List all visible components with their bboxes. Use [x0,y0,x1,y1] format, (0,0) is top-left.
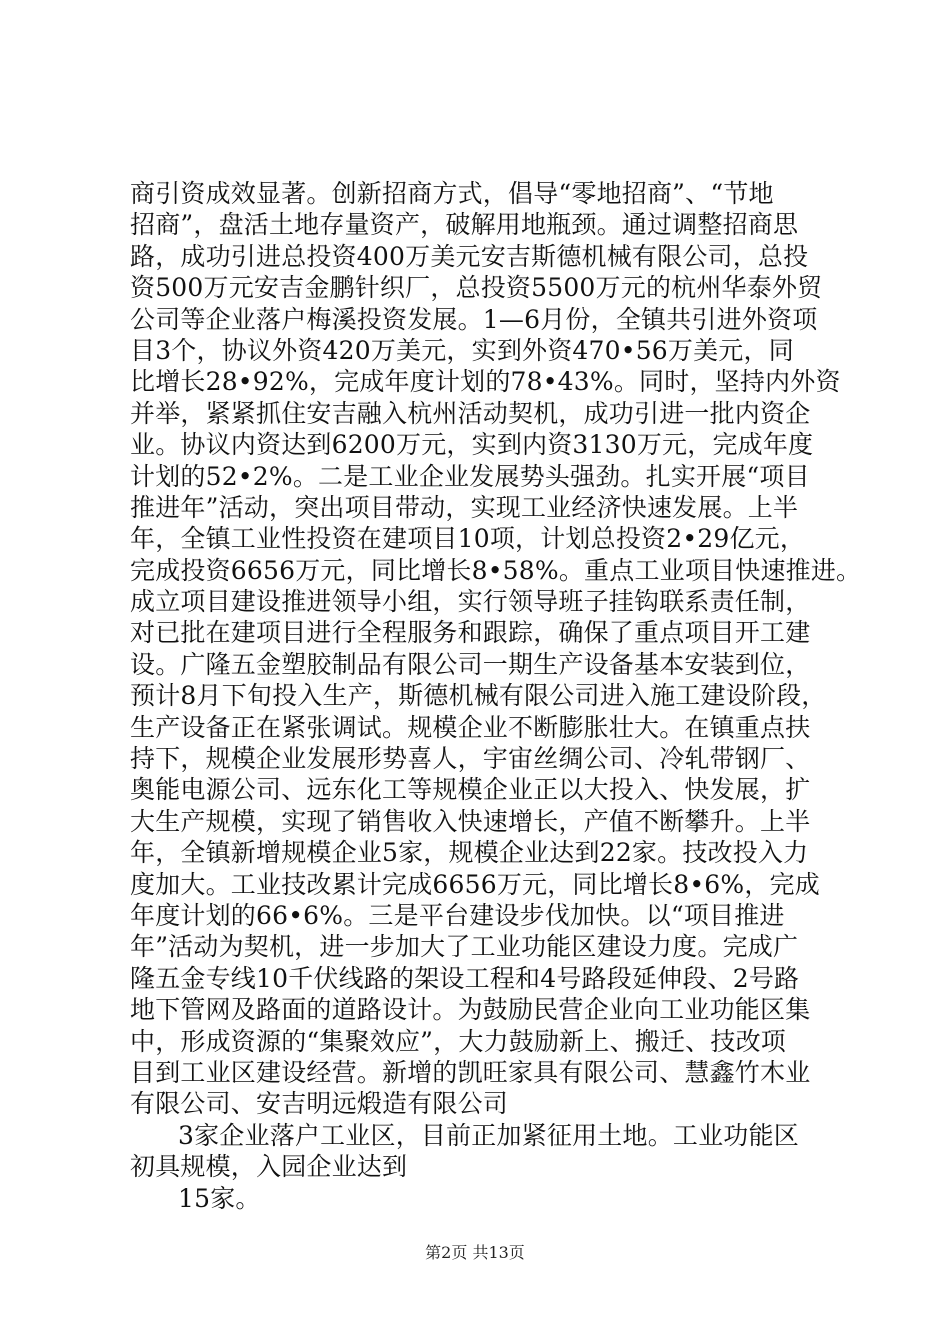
text-line: 资500万元安吉金鹏针织厂，总投资5500万元的杭州华泰外贸 [130,273,823,303]
text-line: 中，形成资源的“集聚效应”，大力鼓励新上、搬迁、技改项 [130,1026,786,1056]
text-line: 成立项目建设推进领导小组，实行领导班子挂钩联系责任制， [130,587,811,617]
text-line: 对已批在建项目进行全程服务和跟踪，确保了重点项目开工建 [130,618,811,648]
text-line: 年”活动为契机，进一步加大了工业功能区建设力度。完成广 [130,932,799,962]
text-line: 度加大。工业技改累计完成6656万元，同比增长8•6%，完成 [130,869,820,899]
text-line: 奥能电源公司、远东化工等规模企业正以大投入、快发展，扩 [130,775,811,805]
text-line: 年，全镇工业性投资在建项目10项，计划总投资2•29亿元， [130,524,806,554]
text-line: 持下，规模企业发展形势喜人，宇宙丝绸公司、冷轧带钢厂、 [130,744,811,774]
body-text [130,178,862,1214]
text-line: 商引资成效显著。创新招商方式，倡导“零地招商”、“节地 [130,179,774,208]
text-line: 推进年”活动，突出项目带动，实现工业经济快速发展。上半 [130,492,799,522]
text-line-indented: 3家企业落户工业区，目前正加紧征用土地。工业功能区 [178,1120,799,1150]
text-line: 并举，紧紧抓住安吉融入杭州活动契机，成功引进一批内资企 [130,398,811,428]
text-line: 年，全镇新增规模企业5家，规模企业达到22家。技改投入力 [130,838,809,868]
text-line: 招商”，盘活土地存量资产，破解用地瓶颈。通过调整招商思 [130,210,799,240]
text-line-indented: 15家。 [178,1183,261,1213]
text-line: 预计8月下旬投入生产，斯德机械有限公司进入施工建设阶段， [130,681,827,711]
text-line: 公司等企业落户梅溪投资发展。1—6月份，全镇共引进外资项 [130,304,818,334]
text-line: 目到工业区建设经营。新增的凯旺家具有限公司、慧鑫竹木业 [130,1057,811,1087]
text-line: 业。协议内资达到6200万元，实到内资3130万元，完成年度 [130,430,814,460]
text-line: 目3个，协议外资420万美元，实到外资470•56万美元，同 [130,335,794,365]
text-line: 大生产规模，实现了销售收入快速增长，产值不断攀升。上半 [130,806,811,836]
text-line: 隆五金专线10千伏线路的架设工程和4号路段延伸段、2号路 [130,963,800,993]
text-line: 计划的52•2%。二是工业企业发展势头强劲。扎实开展“项目 [130,461,810,491]
text-line: 完成投资6656万元，同比增长8•58%。重点工业项目快速推进。 [130,555,862,585]
text-line: 有限公司、安吉明远煅造有限公司 [130,1089,509,1119]
text-line: 地下管网及路面的道路设计。为鼓励民营企业向工业功能区集 [130,995,811,1025]
text-line: 初具规模，入园企业达到 [130,1152,408,1182]
text-line: 年度计划的66•6%。三是平台建设步伐加快。以“项目推进 [130,900,785,930]
text-line: 路，成功引进总投资400万美元安吉斯德机械有限公司，总投 [130,241,809,271]
page-number-footer: 第2页 共13页 [425,1243,525,1262]
text-line: 设。广隆五金塑胶制品有限公司一期生产设备基本安装到位， [130,649,811,679]
text-line: 生产设备正在紧张调试。规模企业不断膨胀壮大。在镇重点扶 [130,712,811,742]
text-line: 比增长28•92%，完成年度计划的78•43%。同时，坚持内外资 [130,367,841,397]
